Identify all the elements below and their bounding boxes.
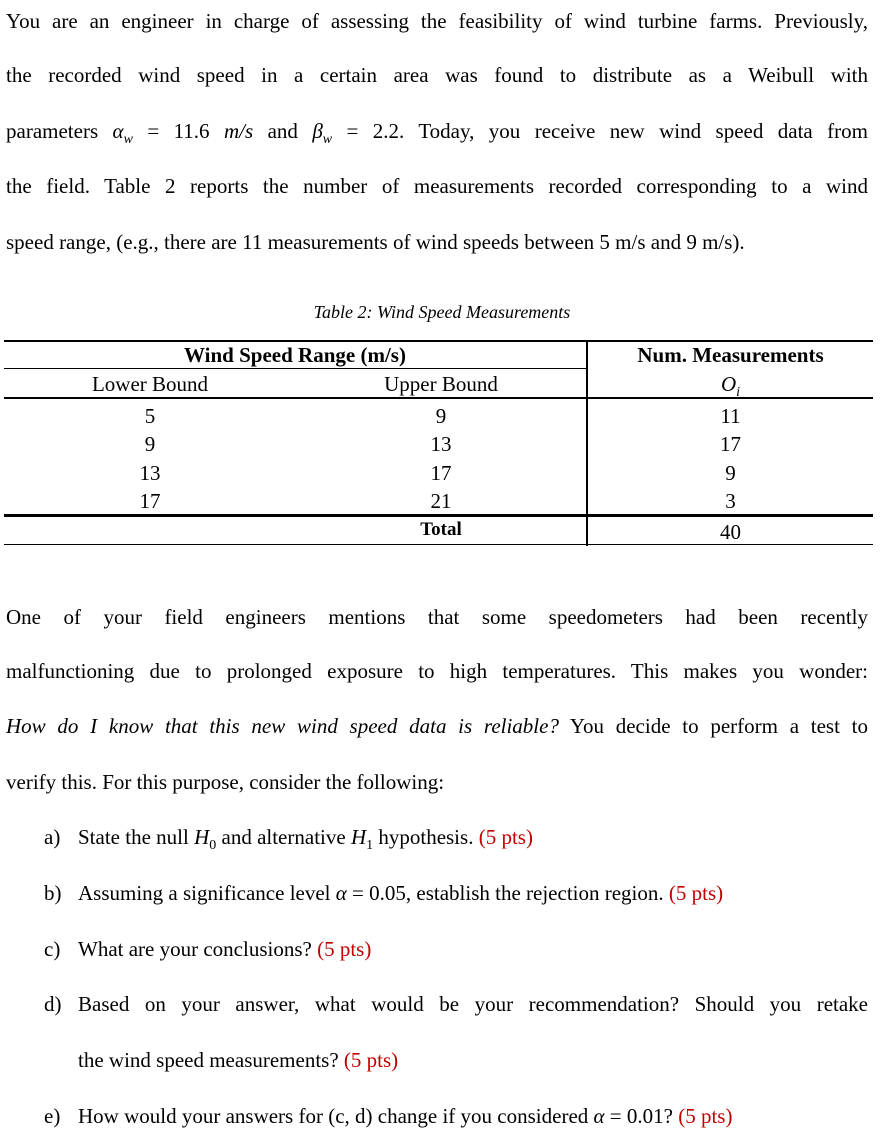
question-d-line-1: Based on your answer, what would be your recommendation? Should you retake bbox=[78, 992, 868, 1016]
row-3-count: 9 bbox=[725, 461, 736, 485]
intro-line-2: the recorded wind speed in a certain area was found to distribute as a Weibull with bbox=[6, 63, 868, 87]
question-d-line-2 bbox=[78, 1048, 868, 1072]
question-label: b) bbox=[44, 881, 62, 905]
question-label: d) bbox=[44, 992, 62, 1016]
row-2-count: 17 bbox=[720, 432, 741, 456]
h-symbol: H bbox=[350, 825, 367, 849]
oi-header bbox=[588, 372, 873, 405]
one-subscript: 1 bbox=[366, 838, 374, 854]
question-label: e) bbox=[44, 1104, 61, 1128]
points-label: (5 pts) bbox=[678, 1104, 733, 1128]
upper-header: Upper Bound bbox=[384, 372, 498, 396]
intro-line-5: speed range, (e.g., there are 11 measurements of wind speeds between 5 m/s and 9 m/s). bbox=[6, 230, 745, 254]
total-label: Total bbox=[420, 519, 462, 540]
row-1-count: 11 bbox=[720, 404, 741, 428]
question-text: hypothesis. bbox=[373, 825, 479, 849]
intro-line-3 bbox=[6, 119, 868, 152]
reliability-question: How do I know that this new wind speed data is reliable? bbox=[6, 714, 559, 738]
body-line-1: One of your field engineers mentions that some speedometers had been recently bbox=[6, 605, 868, 629]
question-e bbox=[44, 1104, 732, 1128]
group-header-rule bbox=[4, 368, 586, 369]
question-text: State the null bbox=[78, 825, 195, 849]
intro-text: = 11.6 bbox=[132, 119, 224, 143]
row-2-upper: 13 bbox=[430, 432, 452, 456]
body-text: You decide to perform a test to bbox=[558, 714, 868, 738]
total-value: 40 bbox=[720, 520, 741, 544]
points-label: (5 pts) bbox=[343, 1048, 399, 1072]
row-2-lower: 9 bbox=[144, 432, 156, 456]
count-header: Num. Measurements bbox=[637, 343, 824, 367]
row-4-upper: 21 bbox=[430, 489, 452, 513]
question-text: What are your conclusions? bbox=[78, 937, 318, 961]
row-1-upper: 9 bbox=[435, 404, 447, 428]
question-text: the wind speed measurements? bbox=[78, 1048, 344, 1072]
question-text: = 0.05, establish the rejection region. bbox=[346, 881, 669, 905]
table-caption: Table 2: Wind Speed Measurements bbox=[313, 302, 571, 322]
points-label: (5 pts) bbox=[317, 937, 372, 961]
question-b bbox=[44, 881, 723, 905]
question-d-label bbox=[44, 992, 78, 1016]
alpha-symbol: α bbox=[112, 119, 124, 143]
total-rule bbox=[4, 514, 873, 517]
question-label: c) bbox=[44, 937, 61, 961]
unit-ms: m/s bbox=[223, 119, 254, 143]
question-text: How would your answers for (c, d) change if you considered bbox=[78, 1104, 594, 1128]
h-symbol: H bbox=[194, 825, 210, 849]
question-text: and alternative bbox=[216, 825, 351, 849]
intro-text: = 2.2. Today, you receive new wind speed data from bbox=[332, 119, 868, 143]
intro-text: and bbox=[253, 119, 313, 143]
intro-text: parameters bbox=[6, 119, 113, 143]
points-label: (5 pts) bbox=[478, 825, 533, 849]
question-text: = 0.01? bbox=[604, 1104, 679, 1128]
w-subscript: w bbox=[123, 132, 133, 148]
row-4-count: 3 bbox=[725, 489, 736, 513]
o-symbol: O bbox=[720, 372, 737, 396]
i-subscript: i bbox=[736, 385, 741, 401]
table-top-rule bbox=[4, 340, 873, 342]
w-subscript: w bbox=[322, 132, 333, 148]
body-line-2: malfunctioning due to prolonged exposure to high temperatures. This makes you wonder: bbox=[6, 659, 868, 683]
zero-subscript: 0 bbox=[209, 838, 217, 854]
group-header: Wind Speed Range (m/s) bbox=[184, 343, 406, 367]
alpha-symbol: α bbox=[593, 1104, 605, 1128]
question-text: Assuming a significance level bbox=[78, 881, 336, 905]
body-line-3 bbox=[6, 714, 868, 738]
question-c bbox=[44, 937, 371, 961]
lower-header: Lower Bound bbox=[91, 372, 209, 396]
points-label: (5 pts) bbox=[668, 881, 724, 905]
row-3-lower: 13 bbox=[139, 461, 161, 485]
body-line-4: verify this. For this purpose, consider the following: bbox=[6, 770, 445, 794]
intro-line-1: You are an engineer in charge of assessing the feasibility of wind turbine farms. Previously, bbox=[6, 9, 868, 33]
row-4-lower: 17 bbox=[139, 489, 161, 513]
question-label: a) bbox=[44, 825, 61, 849]
wind-speed-table bbox=[4, 340, 873, 546]
question-a bbox=[44, 825, 533, 858]
beta-symbol: β bbox=[312, 119, 323, 143]
row-3-upper: 17 bbox=[430, 461, 452, 485]
alpha-symbol: α bbox=[335, 881, 347, 905]
table-bottom-rule bbox=[4, 544, 873, 545]
row-1-lower: 5 bbox=[144, 404, 156, 428]
intro-line-4: the field. Table 2 reports the number of measurements recorded corresponding to a wind bbox=[6, 174, 868, 198]
